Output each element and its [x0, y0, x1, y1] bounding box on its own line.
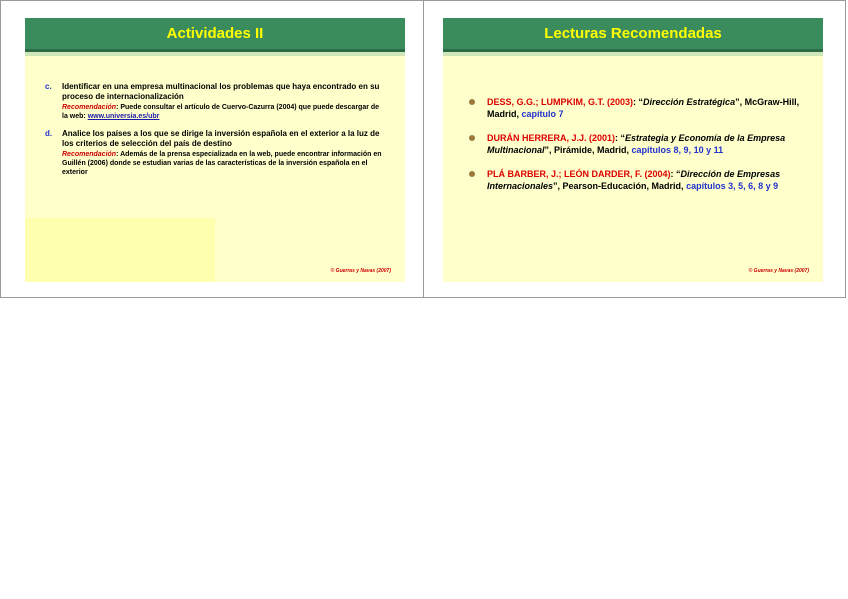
reference-chapters: capítulos 8, 9, 10 y 11 [631, 145, 724, 155]
slide-title-bar [25, 18, 405, 52]
recommendation-label: Recomendación [62, 151, 117, 158]
bullet-icon [469, 135, 475, 141]
activity-text: Analice los países a los que se dirige la inversión española en el exterior a la luz de los criterios de selección del país de destino [62, 129, 380, 148]
reference-item [469, 132, 809, 156]
reference-book: Estrategia y Economía de la Empresa Multinacional [487, 133, 786, 155]
reference-publisher: ”, McGraw-Hill, Madrid, [487, 97, 800, 119]
reference-authors: DURÁN HERRERA, J.J. (2001) [487, 133, 616, 143]
slide-title: Lecturas Recomendadas [544, 25, 722, 42]
reference-publisher: ”, Pirámide, Madrid, [544, 145, 632, 155]
slide-lecturas [443, 18, 823, 282]
recommendation-label: Recomendación [62, 104, 117, 111]
recommendation-text: : Además de la prensa especializada en la web, puede encontrar información en Guillén (2006) donde se estudian varias de las características de la inversión española en el exterior [62, 151, 382, 176]
activity-item [45, 129, 385, 177]
activities-list [45, 82, 385, 185]
reference-separator: : “ [670, 169, 681, 179]
reference-book: Dirección de Empresas Internacionales [487, 169, 781, 191]
bullet-icon [469, 171, 475, 177]
reference-chapters: capítulos 3, 5, 6, 8 y 9 [686, 181, 779, 191]
recommendation [62, 150, 385, 177]
reference-book: Dirección Estratégica [643, 97, 736, 107]
reference-item [469, 96, 809, 120]
slide-footer: © Guerras y Navas (2007) [748, 268, 809, 274]
reference-separator: : “ [633, 97, 644, 107]
reference-publisher: ”, Pearson-Educación, Madrid, [553, 181, 687, 191]
frame-divider [423, 0, 424, 298]
slide-footer: © Guerras y Navas (2007) [330, 268, 391, 274]
slide-actividades [25, 18, 405, 282]
reference-authors: DESS, G.G.; LUMPKIM, G.T. (2003) [487, 97, 634, 107]
activity-text: Identificar en una empresa multinacional los problemas que haya encontrado en su proceso de internacionalización [62, 82, 380, 101]
references-list [469, 96, 809, 204]
recommendation-text: : Puede consultar el artículo de Cuervo-Cazurra (2004) que puede descargar de la web: [62, 104, 380, 120]
reference-authors: PLÁ BARBER, J.; LEÓN DARDER, F. (2004) [487, 169, 671, 179]
universia-link[interactable]: www.universia.es/ubr [87, 113, 160, 120]
reference-item [469, 168, 809, 192]
slide-highlight-area [25, 218, 215, 282]
bullet-icon [469, 99, 475, 105]
reference-chapters: capítulo 7 [521, 109, 564, 119]
slide-title-bar [443, 18, 823, 52]
activity-letter: d. [45, 129, 53, 138]
activity-item [45, 82, 385, 121]
activity-letter: c. [45, 82, 52, 91]
reference-separator: : “ [615, 133, 626, 143]
slide-title: Actividades II [166, 25, 264, 42]
recommendation [62, 103, 385, 121]
